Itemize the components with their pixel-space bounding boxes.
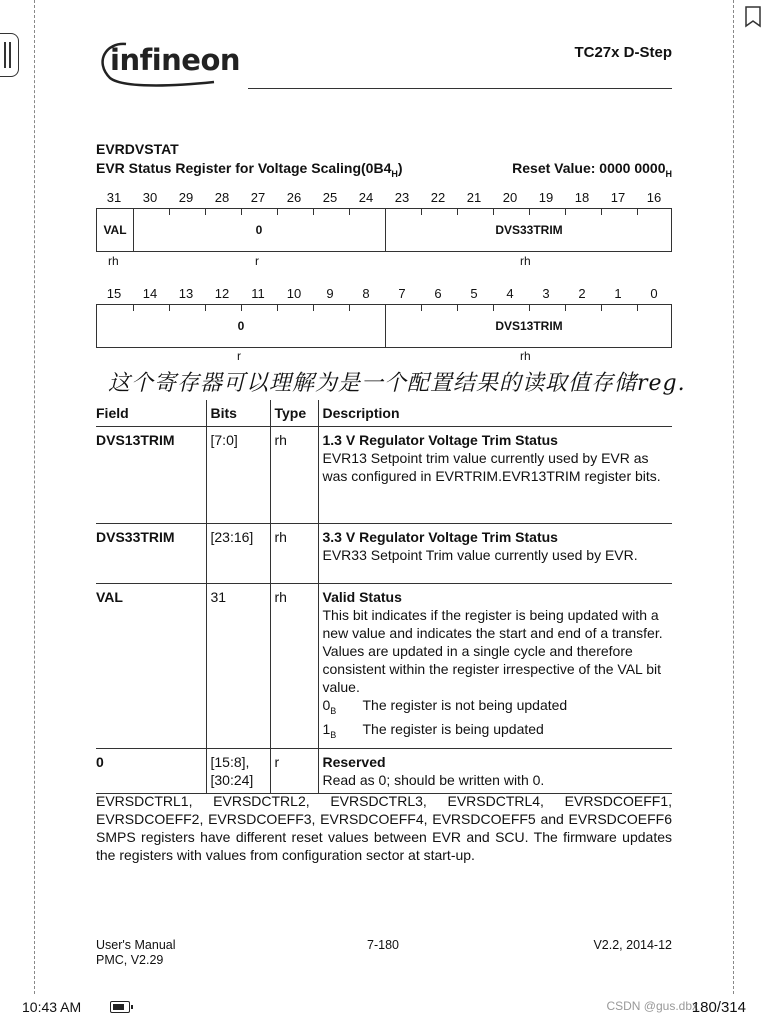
row-type: rh — [270, 427, 318, 524]
bit-tick — [349, 209, 350, 215]
bit-number: 15 — [106, 286, 122, 301]
access-dvs13trim: rh — [520, 349, 531, 363]
row-type: rh — [270, 584, 318, 749]
bit-number: 26 — [286, 190, 302, 205]
bit-number: 27 — [250, 190, 266, 205]
bit-tick — [133, 305, 134, 311]
bit-tick — [385, 305, 386, 311]
footer-version: V2.2, 2014-12 — [593, 938, 672, 952]
left-margin-guide — [34, 0, 35, 994]
footer-module: PMC, V2.29 — [96, 953, 164, 967]
enum-value-0: $0_B$ The register is not being updated — [322, 697, 568, 716]
bit-number: 20 — [502, 190, 518, 205]
row-field: DVS13TRIM — [96, 427, 206, 524]
bit-tick — [493, 305, 494, 311]
bit-tick — [493, 209, 494, 215]
field-val-cell: VAL — [103, 223, 127, 237]
bit-tick — [385, 209, 386, 215]
row-description-text: Read as 0; should be written with 0. — [322, 771, 545, 788]
row-bits: 31 — [206, 584, 270, 749]
bit-tick — [349, 305, 350, 311]
enum-value-1: $1_B$ The register is being updated — [322, 720, 544, 740]
register-reset-value: Reset Value: 0000 $0000_H$ — [512, 160, 672, 179]
access-val: rh — [108, 254, 119, 268]
col-description: Description — [318, 400, 672, 427]
product-title: TC27x D-Step — [574, 44, 672, 61]
row-type: r — [270, 748, 318, 793]
bit-tick — [421, 209, 422, 215]
header-rule — [248, 88, 672, 89]
bit-tick — [421, 305, 422, 311]
bit-tick — [133, 209, 134, 215]
access-reserved-lower: r — [237, 349, 241, 363]
col-type: Type — [270, 400, 318, 427]
bit-number: 2 — [578, 286, 586, 301]
bit-number: 6 — [434, 286, 442, 301]
row-description — [318, 427, 672, 524]
lower-bit-numbers — [96, 286, 672, 301]
bit-number: 18 — [574, 190, 590, 205]
row-description-text: EVR33 Setpoint Trim value currently used by EVR. — [322, 547, 638, 563]
field-reserved-upper-cell: 0 — [255, 223, 263, 237]
upper-bit-numbers — [96, 190, 672, 205]
bit-number: 8 — [362, 286, 370, 301]
watermark: CSDN @gus.dbx — [606, 999, 698, 1013]
page-counter[interactable]: 180/314 — [691, 999, 746, 1016]
footer-left — [96, 938, 176, 968]
battery-icon — [110, 1001, 130, 1013]
lower-register-diagram — [96, 304, 672, 348]
footer-page: 7-180 — [367, 938, 399, 952]
register-name: EVRDVSTAT — [96, 141, 179, 157]
bit-number: 11 — [251, 286, 265, 301]
bit-tick — [565, 209, 566, 215]
logo-text: infineon — [110, 43, 241, 77]
col-bits: Bits — [206, 400, 270, 427]
row-bits: [15:8], [30:24] — [206, 748, 270, 793]
bit-number: 7 — [398, 286, 406, 301]
access-reserved-upper: r — [255, 254, 259, 268]
table-row — [96, 584, 672, 749]
bit-number: 1 — [614, 286, 622, 301]
bit-number: 29 — [178, 190, 194, 205]
row-description-text: EVR13 Setpoint trim value currently used by EVR as was configured in EVRTRIM.EVR13TRIM register bits. — [322, 450, 661, 484]
table-header-row — [96, 400, 672, 427]
bit-tick — [313, 209, 314, 215]
side-panel-handle[interactable] — [0, 33, 19, 77]
bit-number: 13 — [178, 286, 194, 301]
bit-tick — [205, 209, 206, 215]
footer-manual: User's Manual — [96, 938, 176, 952]
register-description: EVR Status Register for Voltage $Scaling(0B4_H)$ — [96, 160, 403, 179]
bit-number: 12 — [214, 286, 230, 301]
row-description — [318, 584, 672, 749]
bit-number: 30 — [142, 190, 158, 205]
bit-tick — [457, 209, 458, 215]
bit-tick — [601, 209, 602, 215]
bit-number: 24 — [358, 190, 374, 205]
bit-tick — [205, 305, 206, 311]
bit-tick — [241, 209, 242, 215]
bit-number: 3 — [542, 286, 550, 301]
bit-tick — [169, 209, 170, 215]
table-row — [96, 427, 672, 524]
row-field: VAL — [96, 584, 206, 749]
row-field: DVS33TRIM — [96, 524, 206, 584]
bit-number: 16 — [646, 190, 662, 205]
row-description-title: 1.3 V Regulator Voltage Trim Status — [322, 432, 558, 448]
row-field: 0 — [96, 748, 206, 793]
col-field: Field — [96, 400, 206, 427]
bit-number: 31 — [106, 190, 122, 205]
bit-tick — [565, 305, 566, 311]
handwritten-note: 这个寄存器可以理解为是一个配置结果的读取值存储reg. — [108, 371, 686, 396]
bit-number: 25 — [322, 190, 338, 205]
bit-number: 9 — [326, 286, 334, 301]
field-dvs13trim-cell: DVS13TRIM — [495, 319, 563, 333]
bit-number: 23 — [394, 190, 410, 205]
bit-number: 17 — [610, 190, 626, 205]
bit-number: 21 — [466, 190, 482, 205]
field-table — [96, 400, 672, 794]
upper-register-diagram — [96, 208, 672, 252]
bit-tick — [277, 305, 278, 311]
bit-tick — [241, 305, 242, 311]
infineon-logo — [96, 40, 241, 90]
row-bits: [7:0] — [206, 427, 270, 524]
table-row — [96, 524, 672, 584]
field-reserved-lower-cell: 0 — [237, 319, 245, 333]
bit-number: 0 — [650, 286, 658, 301]
right-margin-guide — [733, 0, 734, 994]
bit-tick — [529, 209, 530, 215]
bookmark-icon[interactable] — [744, 6, 762, 28]
bit-number: 22 — [430, 190, 446, 205]
bit-tick — [637, 305, 638, 311]
bit-tick — [529, 305, 530, 311]
bit-tick — [457, 305, 458, 311]
row-description-text: This bit indicates if the register is being updated with a new value and indicates the start and end of a transfer. Values are updated in a single cycle and therefore consistent within the register irrespective of the VAL bit value. — [322, 607, 663, 695]
access-dvs33trim: rh — [520, 254, 531, 268]
bit-tick — [277, 209, 278, 215]
bit-number: 4 — [506, 286, 514, 301]
row-description-title: Reserved — [322, 753, 386, 770]
row-description-title: Valid Status — [322, 589, 402, 605]
status-time: 10:43 AM — [22, 999, 82, 1015]
bit-tick — [601, 305, 602, 311]
field-dvs33trim-cell: DVS33TRIM — [495, 223, 563, 237]
bit-number: 14 — [142, 286, 158, 301]
bit-number: 19 — [538, 190, 554, 205]
bit-number: 10 — [286, 286, 302, 301]
table-row — [96, 748, 672, 793]
row-description — [318, 748, 672, 793]
bit-tick — [169, 305, 170, 311]
bit-tick — [637, 209, 638, 215]
row-description-title: 3.3 V Regulator Voltage Trim Status — [322, 529, 558, 545]
bit-number: 28 — [214, 190, 230, 205]
body-paragraph: EVRSDCTRL1, EVRSDCTRL2, EVRSDCTRL3, EVRSDCTRL4, EVRSDCOEFF1, EVRSDCOEFF2, EVRSDCOEFF3, EVRSDCOEFF4, EVRSDCOEFF5 and EVRSDCOEFF6 SMPS registers have different reset values between EVR and SCU. The firmware updates the registers with values from configuration sector at start-up. — [96, 793, 672, 863]
row-bits: [23:16] — [206, 524, 270, 584]
row-type: rh — [270, 524, 318, 584]
bit-number: 5 — [470, 286, 478, 301]
row-description — [318, 524, 672, 584]
bit-tick — [313, 305, 314, 311]
